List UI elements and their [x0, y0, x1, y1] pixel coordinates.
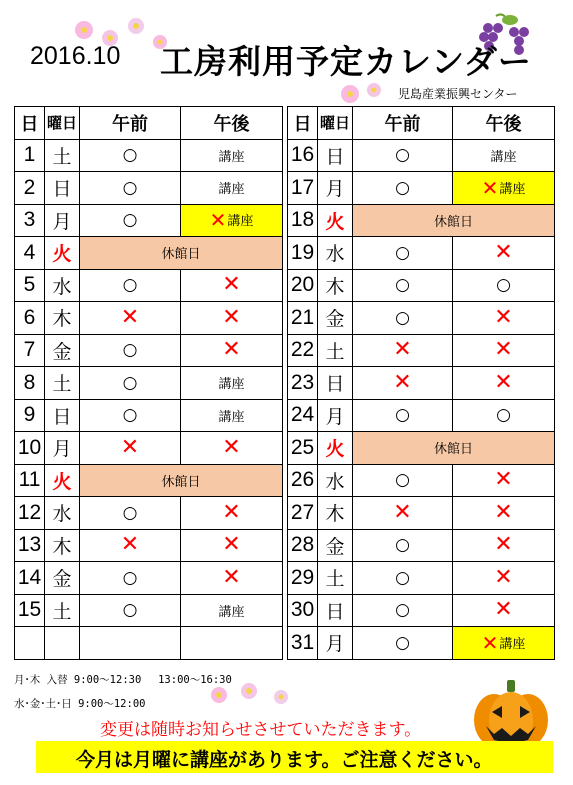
day-number: 19: [288, 237, 318, 270]
unavailable-mark: ✕: [393, 369, 412, 395]
calendar-row: [15, 334, 283, 367]
day-of-week: 月: [45, 432, 80, 465]
day-number: 17: [288, 172, 318, 205]
unavailable-mark: ✕: [222, 304, 241, 330]
am-slot: [80, 172, 181, 205]
pm-slot: [453, 367, 555, 400]
unavailable-mark: ✕: [393, 499, 412, 525]
day-number: 2: [15, 172, 45, 205]
am-slot: [80, 367, 181, 400]
closed-day-cell: 休館日: [80, 237, 283, 270]
day-number: 21: [288, 302, 318, 335]
day-number: 23: [288, 367, 318, 400]
page-title: 工房利用予定カレンダー: [160, 42, 532, 81]
header-pm: 午後: [453, 107, 555, 140]
unavailable-mark: ✕: [222, 532, 241, 558]
unavailable-mark: ✕: [494, 337, 513, 363]
closed-day-cell: 休館日: [353, 204, 555, 237]
calendar-row: [288, 497, 555, 530]
lecture-label: 講座: [499, 636, 526, 652]
day-of-week: 火: [318, 204, 353, 237]
calendar-row: [15, 367, 283, 400]
available-mark: ○: [496, 405, 511, 426]
pm-slot: [181, 497, 283, 530]
available-mark: ○: [395, 470, 410, 491]
day-of-week: 木: [45, 529, 80, 562]
day-of-week: 水: [318, 237, 353, 270]
am-slot: [353, 172, 453, 205]
available-mark: ○: [122, 275, 138, 296]
day-number: 27: [288, 497, 318, 530]
am-slot: [80, 497, 181, 530]
hours-wed-sun: 水･金･土･日 9:00～12:00: [14, 698, 146, 710]
pm-slot: [181, 529, 283, 562]
calendar-row: [288, 399, 555, 432]
available-mark: ○: [395, 177, 410, 198]
day-of-week: 土: [318, 334, 353, 367]
unavailable-mark: ✕: [209, 208, 227, 233]
day-of-week: 日: [318, 367, 353, 400]
day-of-week: 土: [318, 562, 353, 595]
day-number: 30: [288, 594, 318, 627]
unavailable-mark: ✕: [481, 630, 499, 655]
calendar-row: [288, 367, 555, 400]
pm-slot: [453, 529, 555, 562]
unavailable-mark: ✕: [494, 597, 513, 623]
unavailable-mark: ✕: [494, 304, 513, 330]
unavailable-mark: ✕: [222, 337, 241, 363]
header-am: 午前: [353, 107, 453, 140]
lecture-label: 講座: [227, 214, 254, 230]
unavailable-mark: ✕: [494, 369, 513, 395]
available-mark: ○: [395, 535, 410, 556]
header-day: 日: [288, 107, 318, 140]
closed-day-cell: 休館日: [353, 432, 555, 465]
pm-slot: [453, 497, 555, 530]
am-slot: [353, 399, 453, 432]
day-of-week: 金: [45, 334, 80, 367]
calendar-row: [288, 237, 555, 270]
am-slot: [80, 204, 181, 237]
day-number: 10: [15, 432, 45, 465]
day-number: 7: [15, 334, 45, 367]
header-dow: 曜日: [45, 107, 80, 140]
am-slot: [353, 497, 453, 530]
available-mark: ○: [395, 242, 410, 263]
day-of-week: 土: [45, 139, 80, 172]
pm-slot: [453, 627, 555, 660]
available-mark: ○: [395, 275, 410, 296]
day-number: 3: [15, 204, 45, 237]
unavailable-mark: ✕: [494, 239, 513, 265]
flower-decoration-mid: [336, 80, 396, 106]
am-slot: [80, 594, 181, 627]
pm-slot: 講座: [453, 139, 555, 172]
calendar-row: [15, 432, 283, 465]
available-mark: ○: [395, 567, 410, 588]
day-number: 1: [15, 139, 45, 172]
pm-slot: [453, 464, 555, 497]
available-mark: ○: [122, 502, 138, 523]
available-mark: ○: [122, 405, 138, 426]
cosmos-flower-icon: [128, 18, 144, 34]
jack-o-lantern-icon: [470, 678, 552, 750]
calendar-row: [288, 529, 555, 562]
unavailable-mark: ✕: [494, 499, 513, 525]
unavailable-mark: ✕: [222, 272, 241, 298]
calendar-row: [15, 172, 283, 205]
calendar-row: [15, 627, 283, 660]
cosmos-flower-icon: [367, 83, 381, 97]
hours-mon-thu: 月･木 入替 9:00～12:30 13:00～16:30: [14, 674, 232, 686]
unavailable-mark: ✕: [481, 175, 499, 200]
calendar-row: [288, 432, 555, 465]
pm-slot: [181, 204, 283, 237]
pm-slot: 講座: [181, 172, 283, 205]
day-of-week: 月: [45, 204, 80, 237]
am-slot: [80, 529, 181, 562]
calendar-table-right: [287, 106, 555, 660]
available-mark: ○: [122, 340, 138, 361]
organization-name: 児島産業振興センター: [398, 87, 518, 101]
calendar-row: [288, 204, 555, 237]
am-slot: [353, 139, 453, 172]
calendar-row: [288, 302, 555, 335]
am-slot: [353, 334, 453, 367]
day-of-week: 火: [318, 432, 353, 465]
day-of-week: 水: [318, 464, 353, 497]
day-of-week: 金: [318, 529, 353, 562]
am-slot: [80, 399, 181, 432]
day-of-week: 木: [318, 269, 353, 302]
unavailable-mark: ✕: [494, 467, 513, 493]
calendar-row: [288, 594, 555, 627]
monday-lecture-notice: 今月は月曜に講座があります。ご注意ください。: [36, 741, 553, 773]
calendar-row: [15, 464, 283, 497]
calendar-row: [15, 399, 283, 432]
day-of-week: 火: [45, 237, 80, 270]
available-mark: ○: [122, 145, 138, 166]
day-number: 16: [288, 139, 318, 172]
unavailable-mark: ✕: [120, 304, 140, 330]
calendar-row: [288, 464, 555, 497]
calendar-row: [15, 594, 283, 627]
change-notice: 変更は随時お知らせさせていただきます。: [100, 720, 422, 740]
day-number: 28: [288, 529, 318, 562]
day-number: 18: [288, 204, 318, 237]
am-slot: [353, 529, 453, 562]
pm-slot: [453, 237, 555, 270]
pm-slot: 講座: [181, 399, 283, 432]
header-dow: 曜日: [318, 107, 353, 140]
day-of-week: 木: [45, 302, 80, 335]
am-slot: [353, 594, 453, 627]
calendar-row: [15, 529, 283, 562]
cosmos-flower-icon: [341, 85, 359, 103]
cosmos-flower-icon: [274, 690, 288, 704]
unavailable-mark: ✕: [494, 564, 513, 590]
day-number: 13: [15, 529, 45, 562]
header-am: 午前: [80, 107, 181, 140]
calendar-row: [288, 172, 555, 205]
calendar-row: [15, 139, 283, 172]
day-of-week: 日: [45, 172, 80, 205]
header-day: 日: [15, 107, 45, 140]
pm-slot: [453, 302, 555, 335]
day-of-week: 火: [45, 464, 80, 497]
day-number: 29: [288, 562, 318, 595]
calendar-row: [15, 269, 283, 302]
am-slot: [353, 237, 453, 270]
am-slot: [353, 269, 453, 302]
day-number: 24: [288, 399, 318, 432]
day-of-week: 日: [318, 139, 353, 172]
year-month: 2016.10: [30, 42, 121, 70]
available-mark: ○: [395, 307, 410, 328]
pm-slot: [181, 302, 283, 335]
day-number: 15: [15, 594, 45, 627]
day-of-week: 土: [45, 367, 80, 400]
day-number: 26: [288, 464, 318, 497]
pm-slot: [453, 269, 555, 302]
available-mark: ○: [122, 177, 138, 198]
calendar-row: [15, 497, 283, 530]
day-of-week: 月: [318, 627, 353, 660]
unavailable-mark: ✕: [120, 532, 140, 558]
available-mark: ○: [395, 405, 410, 426]
calendar-row: [288, 627, 555, 660]
am-slot: [353, 367, 453, 400]
pm-slot: 講座: [181, 594, 283, 627]
day-number: 20: [288, 269, 318, 302]
day-of-week: 金: [45, 562, 80, 595]
day-number: 25: [288, 432, 318, 465]
pm-slot: [181, 562, 283, 595]
available-mark: ○: [496, 275, 511, 296]
available-mark: ○: [122, 600, 138, 621]
closed-day-cell: 休館日: [80, 464, 283, 497]
available-mark: ○: [395, 632, 410, 653]
cosmos-flower-icon: [75, 21, 93, 39]
day-of-week: 月: [318, 172, 353, 205]
pm-slot: 講座: [181, 367, 283, 400]
day-number: 12: [15, 497, 45, 530]
available-mark: ○: [122, 210, 138, 231]
pm-slot: [181, 627, 283, 660]
calendar-table-left: [14, 106, 283, 660]
unavailable-mark: ✕: [222, 434, 241, 460]
day-of-week: 土: [45, 594, 80, 627]
pm-slot: [453, 172, 555, 205]
pm-slot: [181, 269, 283, 302]
pm-slot: [453, 334, 555, 367]
unavailable-mark: ✕: [222, 499, 241, 525]
cosmos-flower-icon: [211, 687, 227, 703]
pm-slot: [453, 562, 555, 595]
pm-slot: [181, 432, 283, 465]
day-of-week: 金: [318, 302, 353, 335]
calendar-row: [15, 562, 283, 595]
available-mark: ○: [395, 145, 410, 166]
pm-slot: [453, 594, 555, 627]
am-slot: [80, 302, 181, 335]
day-of-week: 水: [45, 269, 80, 302]
cosmos-flower-icon: [241, 683, 257, 699]
header-pm: 午後: [181, 107, 283, 140]
day-of-week: 月: [318, 399, 353, 432]
lecture-label: 講座: [499, 181, 526, 197]
day-number: 5: [15, 269, 45, 302]
calendar-row: [15, 237, 283, 270]
day-number: 9: [15, 399, 45, 432]
am-slot: [80, 139, 181, 172]
day-number: 6: [15, 302, 45, 335]
am-slot: [80, 269, 181, 302]
day-number: [15, 627, 45, 660]
unavailable-mark: ✕: [393, 337, 412, 363]
unavailable-mark: ✕: [120, 434, 140, 460]
unavailable-mark: ✕: [222, 564, 241, 590]
day-of-week: 日: [318, 594, 353, 627]
am-slot: [353, 302, 453, 335]
am-slot: [353, 464, 453, 497]
available-mark: ○: [122, 372, 138, 393]
available-mark: ○: [122, 567, 138, 588]
am-slot: [80, 432, 181, 465]
pm-slot: 講座: [181, 139, 283, 172]
day-of-week: 日: [45, 399, 80, 432]
calendar-row: [15, 302, 283, 335]
am-slot: [353, 627, 453, 660]
flower-decoration-bottom: [205, 680, 315, 710]
calendar-row: [288, 562, 555, 595]
day-number: 11: [15, 464, 45, 497]
unavailable-mark: ✕: [494, 532, 513, 558]
calendar-row: [288, 269, 555, 302]
day-number: 31: [288, 627, 318, 660]
day-number: 14: [15, 562, 45, 595]
am-slot: [80, 334, 181, 367]
calendar-row: [15, 204, 283, 237]
calendar-row: [288, 334, 555, 367]
am-slot: [80, 627, 181, 660]
calendar-row: [288, 139, 555, 172]
am-slot: [353, 562, 453, 595]
pm-slot: [453, 399, 555, 432]
day-number: 22: [288, 334, 318, 367]
pm-slot: [181, 334, 283, 367]
available-mark: ○: [395, 600, 410, 621]
day-of-week: 木: [318, 497, 353, 530]
day-number: 8: [15, 367, 45, 400]
day-of-week: 水: [45, 497, 80, 530]
day-number: 4: [15, 237, 45, 270]
day-of-week: [45, 627, 80, 660]
am-slot: [80, 562, 181, 595]
